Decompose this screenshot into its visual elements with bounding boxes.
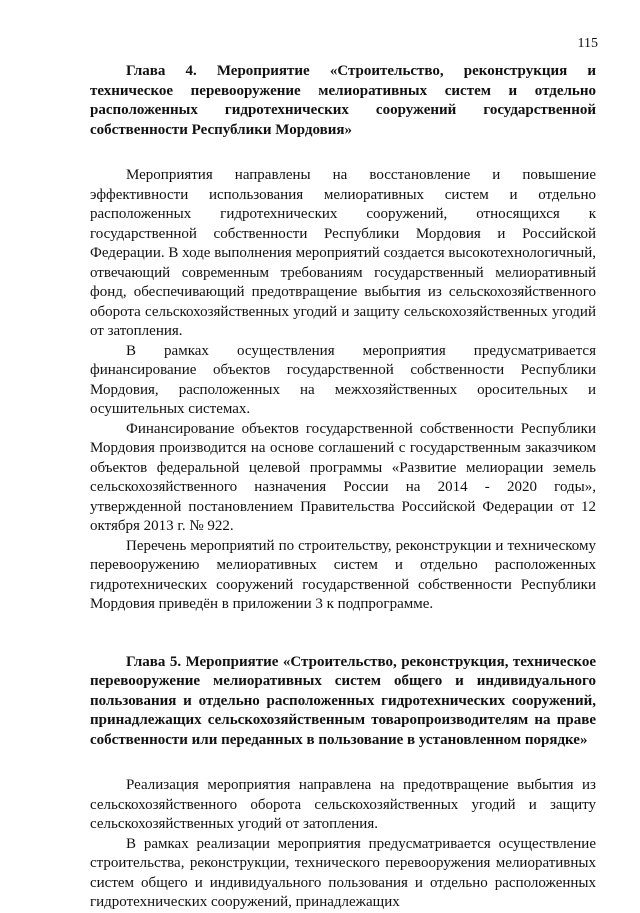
page-number: 115	[577, 36, 598, 51]
chapter-4	[90, 62, 596, 615]
chapter-4-paragraph-2: В рамках осуществления мероприятия предусматривается финансирование объектов государственной собственности Республики Мордовия, расположенных на межхозяйственных оросительных и осушительных системах.	[90, 342, 596, 417]
chapter-4-paragraph-3: Финансирование объектов государственной собственности Республики Мордовия производится на основе соглашений с государственным заказчиком объектов федеральной целевой программы «Развитие мелиорации земель сельскохозяйственного назначения России на 2014 - 2020 годы», утвержденной постановлением Правительства Российской Федерации от 12 октября 2013 г. № 922.	[90, 420, 596, 534]
chapter-4-paragraph-1: Мероприятия направлены на восстановление и повышение эффективности использования мелиоративных систем и отдельно расположенных гидротехнических сооружений, относящихся к государственной собственности Республики Мордовия и Российской Федерации. В ходе выполнения мероприятий создается высокотехнологичный, отвечающий современным требованиям государственный мелиоративный фонд, обеспечивающий предотвращение выбытия из сельскохозяйственного оборота сельскохозяйственных угодий и защиту сельскохозяйственных угодий от затопления.	[90, 167, 596, 339]
chapter-4-heading	[90, 62, 596, 140]
chapter-5-paragraph-1: Реализация мероприятия направлена на предотвращение выбытия из сельскохозяйственного оборота сельскохозяйственных угодий и защиту сельскохозяйственных угодий от затопления.	[90, 777, 596, 832]
chapter-4-paragraph-4: Перечень мероприятий по строительству, реконструкции и техническому перевооружению мелиоративных систем и отдельно расположенных гидротехнических сооружений государственной собственности Республики Мордовия приведён в приложении 3 к подпрограмме.	[90, 537, 596, 612]
chapter-5-heading	[90, 653, 596, 751]
chapter-5-paragraph-2: В рамках реализации мероприятия предусматривается осуществление строительства, реконструкции, технического перевооружения мелиоративных систем общего и индивидуального пользования и отдельно расположенных гидротехнических сооружений, принадлежащих	[90, 835, 596, 910]
chapter-4-heading-text: Глава 4. Мероприятие «Строительство, реконструкция и техническое перевооружение мелиоративных систем и отдельно расположенных гидротехнических сооружений государственной собственности Республики Мордовия»	[90, 63, 596, 138]
document-body	[90, 62, 596, 913]
chapter-5	[90, 653, 596, 913]
chapter-5-heading-text: Глава 5. Мероприятие «Строительство, реконструкция, техническое перевооружение мелиоративных систем общего и индивидуального пользования и отдельно расположенных гидротехнических сооружений, принадлежащих сельскохозяйственным товаропроизводителям на праве собственности или переданных в пользование в установленном порядке»	[90, 653, 596, 748]
